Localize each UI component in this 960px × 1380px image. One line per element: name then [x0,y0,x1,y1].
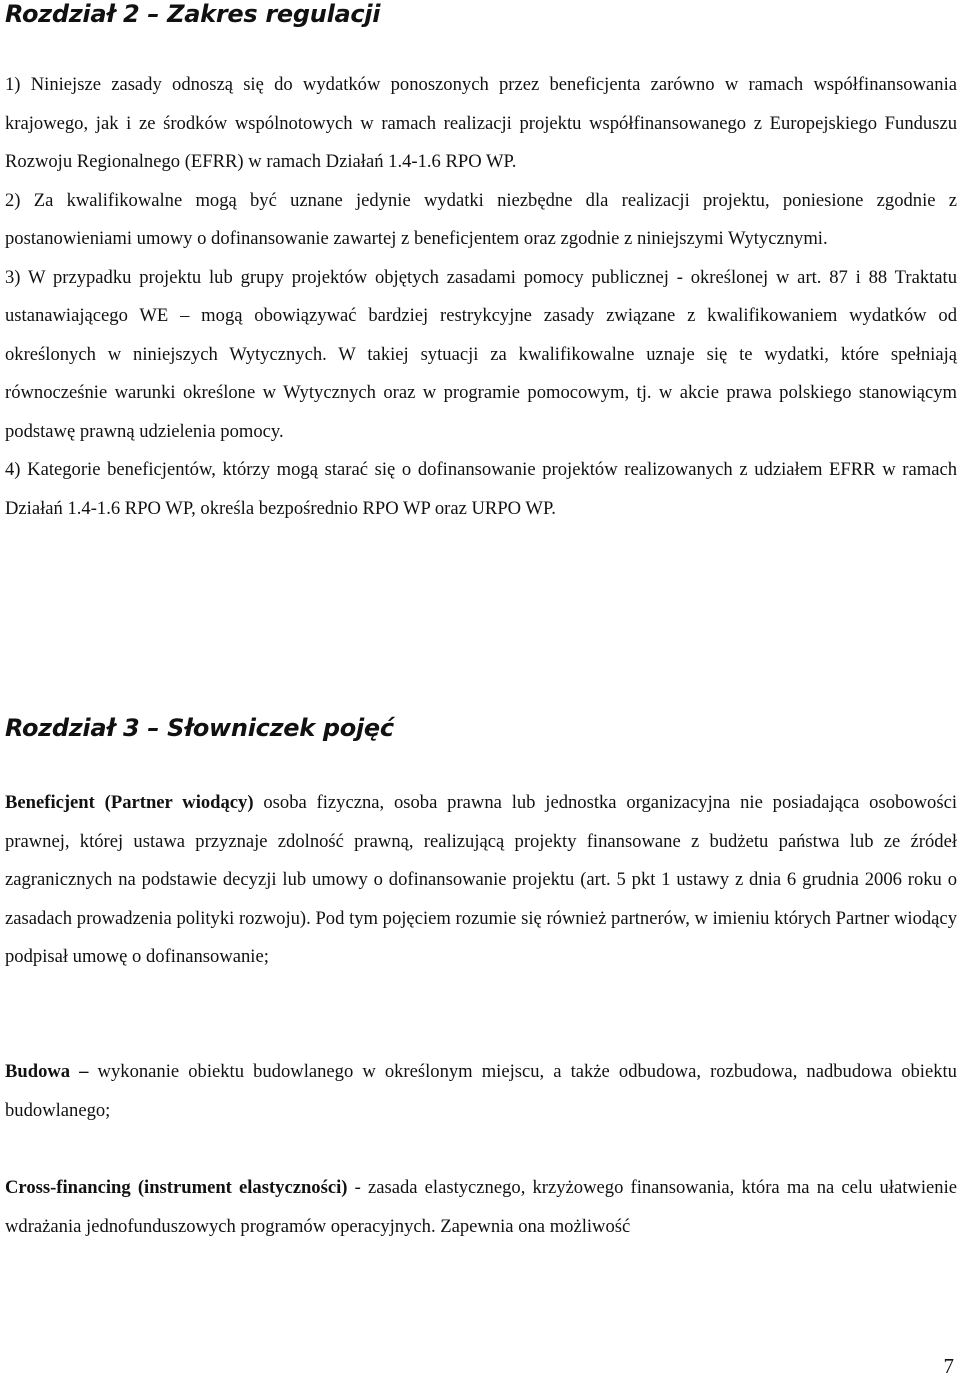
glossary-definition: - zasada elastycznego, krzyżowego finansowania, która ma na celu ułatwienie wdrażania jednofunduszowych programów operacyjnych. Zapewnia ona możliwość [5,1177,957,1237]
glossary-entry-cross-financing [5,1169,957,1246]
glossary-term: Cross-financing (instrument elastyczności) [5,1177,348,1198]
chapter-2-heading: Rozdział 2 – Zakres regulacji [5,0,381,28]
glossary-entry-budowa [5,1053,957,1130]
chapter-2-body [5,66,957,528]
paragraph-2: 2) Za kwalifikowalne mogą być uznane jedynie wydatki niezbędne dla realizacji projektu, poniesione zgodnie z postanowieniami umowy o dofinansowanie zawartej z beneficjentem oraz zgodnie z niniejszymi Wytycznymi. [5,189,957,249]
paragraph-4: 4) Kategorie beneficjentów, którzy mogą starać się o dofinansowanie projektów realizowanych z udziałem EFRR w ramach Działań 1.4-1.6 RPO WP, określa bezpośrednio RPO WP oraz URPO WP. [5,459,957,519]
page-number: 7 [943,1354,954,1378]
glossary-definition: osoba fizyczna, osoba prawna lub jednostka organizacyjna nie posiadająca osobowości prawnej, której ustawa przyznaje zdolność prawną, realizującą projekty finansowane z budżetu państwa lub ze źródeł zagranicznych na podstawie decyzji lub umowy o dofinansowanie projektu (art. 5 pkt 1 ustawy z dnia 6 grudnia 2006 roku o zasadach prowadzenia polityki rozwoju). Pod tym pojęciem rozumie się również partnerów, w imieniu których Partner wiodący podpisał umowę o dofinansowanie; [5,792,957,967]
glossary-entry-beneficjent [5,784,957,977]
paragraph-1: 1) Niniejsze zasady odnoszą się do wydatków ponoszonych przez beneficjenta zarówno w ramach współfinansowania krajowego, jak i ze środków wspólnotowych w ramach realizacji projektu współfinansowanego z Europejskiego Funduszu Rozwoju Regionalnego (EFRR) w ramach Działań 1.4-1.6 RPO WP. [5,74,957,172]
chapter-3-heading: Rozdział 3 – Słowniczek pojęć [5,714,394,742]
glossary-term: Budowa – [5,1061,89,1082]
paragraph-3: 3) W przypadku projektu lub grupy projektów objętych zasadami pomocy publicznej - określonej w art. 87 i 88 Traktatu ustanawiającego WE – mogą obowiązywać bardziej restrykcyjne zasady związane z kwalifikowaniem wydatków od określonych w niniejszych Wytycznych. W takiej sytuacji za kwalifikowalne uznaje się te wydatki, które spełniają równocześnie warunki określone w Wytycznych oraz w programie pomocowym, tj. w akcie prawa polskiego stanowiącym podstawę prawną udzielenia pomocy. [5,266,957,442]
glossary-term: Beneficjent (Partner wiodący) [5,792,254,813]
glossary-definition: wykonanie obiektu budowlanego w określonym miejscu, a także odbudowa, rozbudowa, nadbudowa obiektu budowlanego; [5,1061,957,1121]
